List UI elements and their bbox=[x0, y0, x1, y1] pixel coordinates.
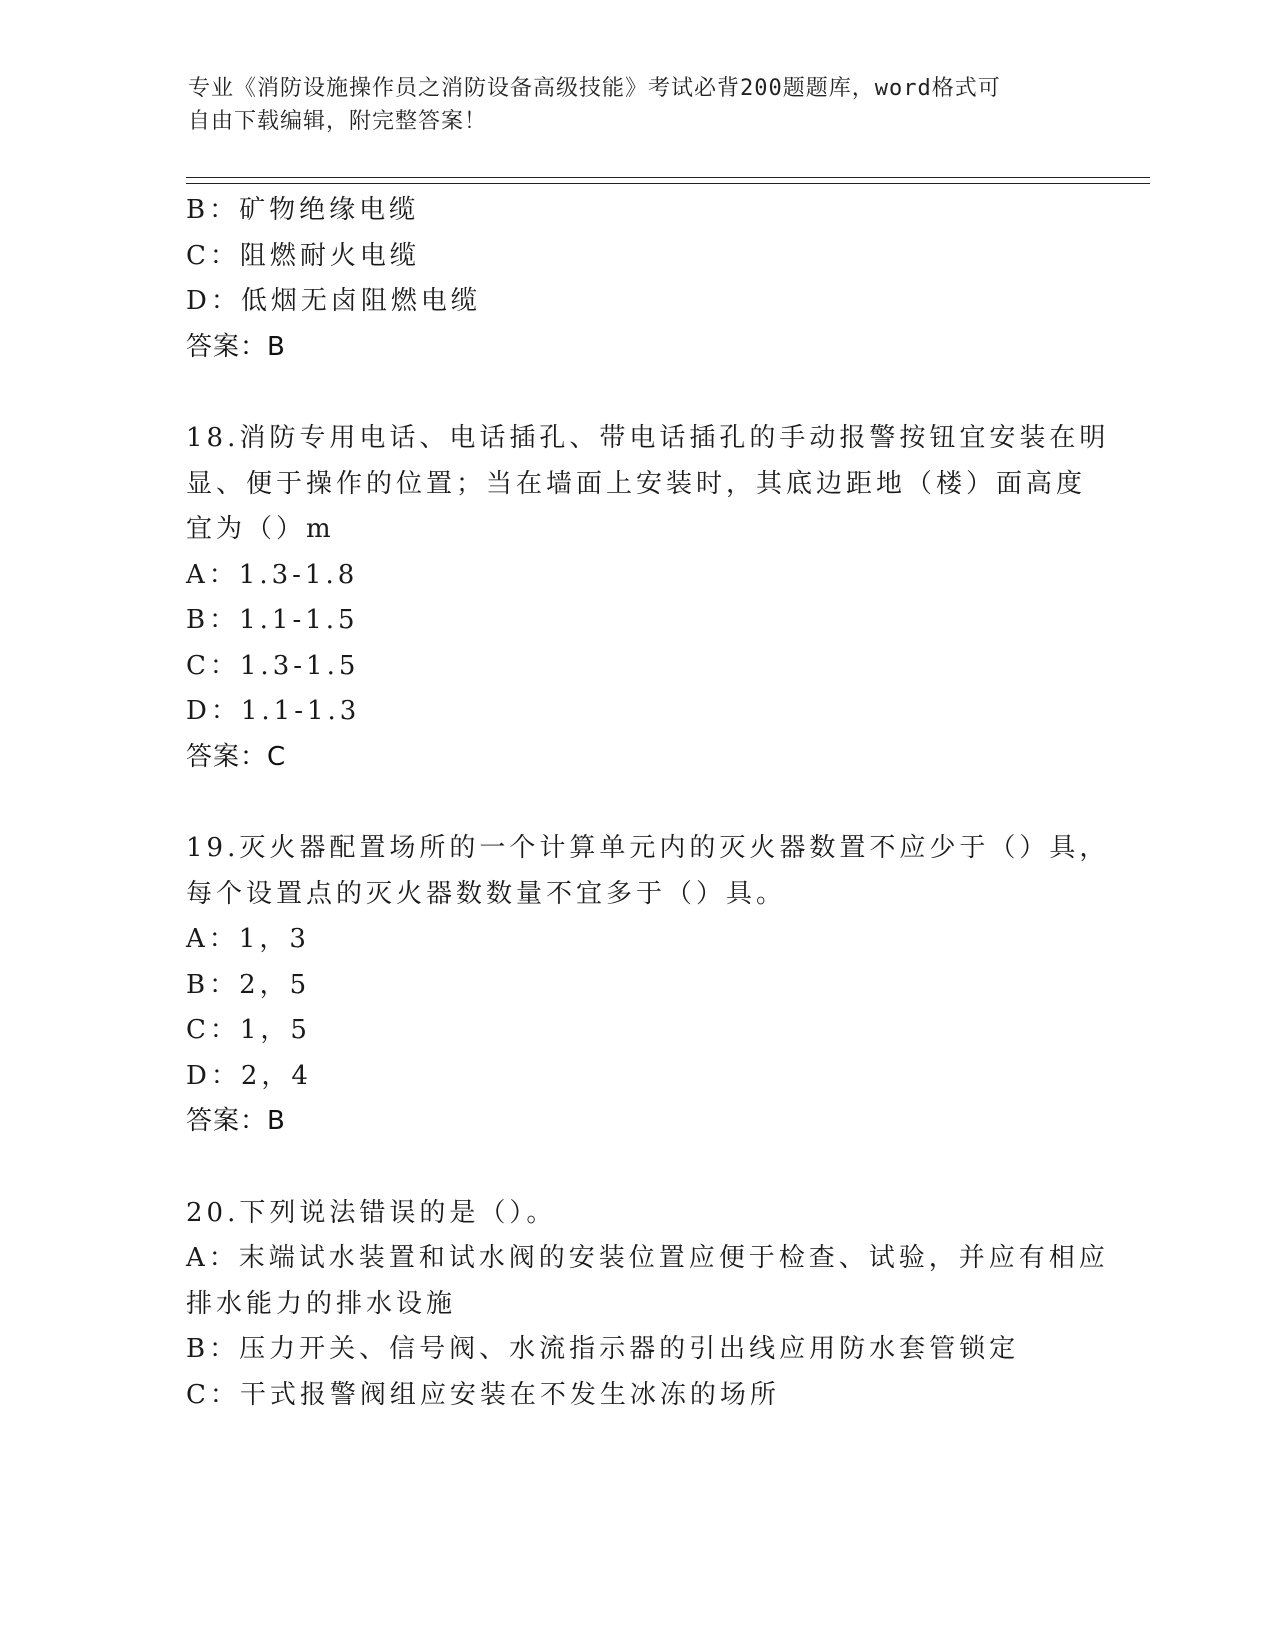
document-body bbox=[186, 188, 1110, 1418]
question-stem-line: 20.下列说法错误的是（）。 bbox=[186, 1197, 557, 1228]
answer-label: 答案：B bbox=[186, 331, 286, 362]
question-stem-line: 19.灭火器配置场所的一个计算单元内的灭火器数置不应少于（）具， bbox=[186, 833, 1110, 863]
option-b: B：2，5 bbox=[186, 969, 311, 1000]
answer-label: 答案：C bbox=[186, 741, 287, 772]
option-c: C：1.3-1.5 bbox=[186, 650, 360, 681]
question-stem-line: 每个设置点的灭火器数数量不宜多于（）具。 bbox=[186, 878, 787, 909]
option-a: A：1，3 bbox=[186, 924, 310, 954]
option-a: A：1.3-1.8 bbox=[186, 559, 359, 590]
question-19 bbox=[186, 826, 1110, 1145]
header-line-2: 自由下载编辑，附完整答案！ bbox=[188, 109, 488, 134]
answer-label: 答案：B bbox=[186, 1106, 286, 1136]
header-line-1: 专业《消防设施操作员之消防设备高级技能》考试必背200题题库，word格式可 bbox=[188, 76, 1001, 101]
spacer bbox=[186, 1145, 1086, 1191]
option-a-continued: 排水能力的排水设施 bbox=[186, 1288, 457, 1319]
header-divider-bottom bbox=[186, 183, 1150, 184]
option-d: D：低烟无卤阻燃电缆 bbox=[186, 286, 481, 316]
page-header bbox=[188, 72, 1068, 138]
option-b: B：矿物绝缘电缆 bbox=[186, 195, 420, 225]
option-c: C：阻燃耐火电缆 bbox=[186, 240, 420, 271]
spacer bbox=[186, 370, 1086, 416]
question-18 bbox=[186, 416, 1110, 780]
question-stem-line: 18.消防专用电话、电话插孔、带电话插孔的手动报警按钮宜安装在明 bbox=[186, 423, 1110, 453]
option-b: B：1.1-1.5 bbox=[186, 605, 359, 635]
question-17-continued bbox=[186, 188, 1086, 370]
question-stem-line: 显、便于操作的位置；当在墙面上安装时，其底边距地（楼）面高度 bbox=[186, 468, 1087, 499]
header-divider-top bbox=[186, 177, 1150, 178]
option-c: C：干式报警阀组应安装在不发生冰冻的场所 bbox=[186, 1379, 780, 1410]
option-b: B：压力开关、信号阀、水流指示器的引出线应用防水套管锁定 bbox=[186, 1334, 1020, 1364]
spacer bbox=[186, 780, 1086, 826]
option-c: C：1，5 bbox=[186, 1015, 311, 1045]
question-20 bbox=[186, 1191, 1109, 1419]
option-a: A：末端试水装置和试水阀的安装位置应便于检查、试验，并应有相应 bbox=[186, 1243, 1109, 1273]
question-stem-line: 宜为（）m bbox=[186, 514, 335, 544]
option-d: D：2，4 bbox=[186, 1060, 312, 1091]
option-d: D：1.1-1.3 bbox=[186, 696, 361, 726]
